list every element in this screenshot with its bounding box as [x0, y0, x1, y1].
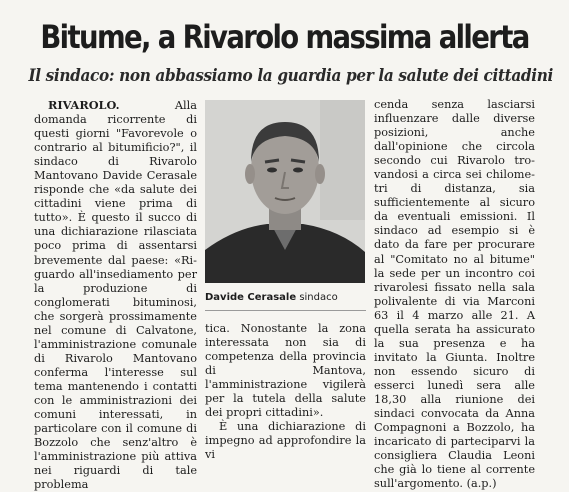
dateline: RIVAROLO. — [48, 98, 120, 112]
column-1-text: Alla domanda ricorrente di questi giorni "Favorevole o contrario al bitumificio?", il sindaco di Rivarolo Mantovano Davide Cerasale risponde che «da salute dei cittadini viene prima di tutto». È questo il succo di una dichiarazione rilasciata poco prima di assentarsi brevemente dal paese: «Riguardo all'insediamento per la produzione di conglomerati bituminosi, che sorgerà prossimamente nel comune di Calvatone, l'amministrazione comunale di Rivarolo Mantovano conferma l'interesse sul tema mantenendo i contatti con le amministrazioni dei comuni interessati, in particolare con il comune di Bozzolo che senz'altro è l'amministrazione più attiva nei riguardi di tale problema — [34, 99, 197, 492]
column-3-text: cenda senza lasciarsi influenzare dalle diverse posizioni, anche dall'opinione che circola secondo cui Rivarolo trovandosi a circa sei chilometri di distanza, sia sufficientemente al sicuro da eventuali emissioni. Il sindaco ad esempio si è dato da fare per procurare al "Comitato no al bitume" la sede per un incontro coi rivarolesi fissato nella sala polivalente di via Marconi 63 il 4 marzo alle 21. A quella serata ha assicurato la sua presenza e ha invitato la Giunta. Inoltre non essendo sicuro di esserci lunedì sera alle 18,30 alla riunione dei sindaci convocata da Anna Compagnoni a Bozzolo, ha incaricato di parteciparvi la consigliera Claudia Leoni che già lo tiene al corrente sull'argomento. (a.p.) — [374, 98, 535, 491]
caption-divider — [205, 310, 366, 311]
column-2-text-b: È una dichiarazione di impegno ad approfondire la vi — [205, 420, 366, 462]
article-subheadline: Il sindaco: non abbassiamo la guardia per la salute dei cittadini — [28, 66, 553, 86]
caption-role: sindaco — [296, 292, 338, 303]
caption-name: Davide Cerasale — [205, 292, 297, 303]
portrait-photo — [205, 100, 365, 283]
article-column-2 — [205, 322, 366, 462]
photo-caption — [205, 292, 367, 303]
portrait-illustration — [205, 100, 365, 283]
article-headline: Bitume, a Rivarolo massima allerta — [40, 18, 529, 56]
article-column-1 — [34, 98, 197, 492]
column-2-text-a: tica. Nonostante la zona interessata non sia di competenza della provincia di Mantova, l'amministrazione vigilerà per la tutela della salute dei propri cittadini». — [205, 322, 366, 420]
article-column-3 — [374, 98, 535, 491]
